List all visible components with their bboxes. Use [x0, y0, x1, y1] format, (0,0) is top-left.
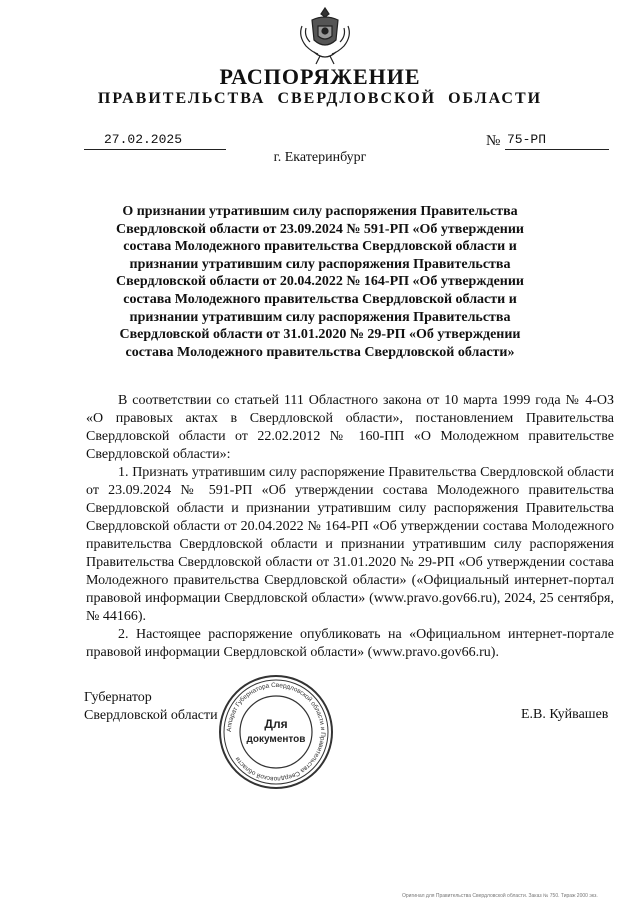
preamble-paragraph: В соответствии со статьей 111 Областного закона от 10 марта 1999 года № 4-ОЗ «О правовых актах в Свердловской области», постановлением Правительства Свердловской области от 22.02.2012 № 160-ПП «О Молодежном правительстве Свердловской области»:: [86, 393, 614, 462]
number-sign: №: [486, 133, 501, 149]
signatory-name: Е.В. Куйвашев: [521, 707, 609, 722]
signatory-position: [84, 689, 218, 725]
document-number: 75-РП: [507, 132, 547, 147]
stamp-ring-text: Аппарат Губернатора Свердловской области и Правительства Свердловской области: [225, 681, 327, 783]
official-stamp: [216, 672, 336, 792]
coat-of-arms-emblem: [294, 4, 356, 66]
stamp-center-line-2: документов: [246, 734, 306, 745]
document-heading: О признании утратившим силу распоряжения Правительства Свердловской области от 23.09.2024 № 591-РП «Об утверждении состава Молодежного правительства Свердловской области и признании утратившим силу распоряжения Правительства Свердловской области от 20.04.2022 № 164-РП «Об утверждении состава Молодежного правительства Свердловской области и признании утратившим силу распоряжения Правительства Свердловской области от 31.01.2020 № 29-РП «Об утверждении состава Молодежного правительства Свердловской области»: [116, 204, 524, 360]
svg-text:Аппарат Губернатора Свердловск: [226, 682, 326, 782]
position-line-2: Свердловской области: [84, 708, 218, 723]
document-body: [86, 392, 614, 662]
document-city: г. Екатеринбург: [273, 150, 367, 165]
document-subtitle: ПРАВИТЕЛЬСТВА СВЕРДЛОВСКОЙ ОБЛАСТИ: [97, 90, 543, 107]
position-line-1: Губернатор: [84, 690, 152, 705]
document-title: РАСПОРЯЖЕНИЕ: [219, 64, 421, 89]
item-1-paragraph: 1. Признать утратившим силу распоряжение Правительства Свердловской области от 23.09.2024 № 591-РП «Об утверждении состава Молодежного правительства Свердловской области и признании утратившим силу распоряжения Правительства Свердловской области от 20.04.2022 № 164-РП «Об утверждении состава Молодежного правительства Свердловской области и признании утратившим силу распоряжения Правительства Свердловской области от 31.01.2020 № 29-РП «Об утверждении состава Молодежного правительства Свердловской области» («Официальный интернет-портал правовой информации Свердловской области» (www.pravo.gov66.ru), 2024, 25 сентября, № 44166).: [86, 465, 614, 624]
item-2-paragraph: 2. Настоящее распоряжение опубликовать на «Официальном интернет-портале правовой информации Свердловской области» (www.pravo.gov66.ru).: [86, 627, 614, 660]
document-date: 27.02.2025: [104, 132, 183, 147]
page-footer: Оригинал для Правительства Свердловской области. Заказ № 750. Тираж 2000 экз.: [402, 893, 598, 899]
stamp-center-line-1: Для: [264, 717, 288, 731]
